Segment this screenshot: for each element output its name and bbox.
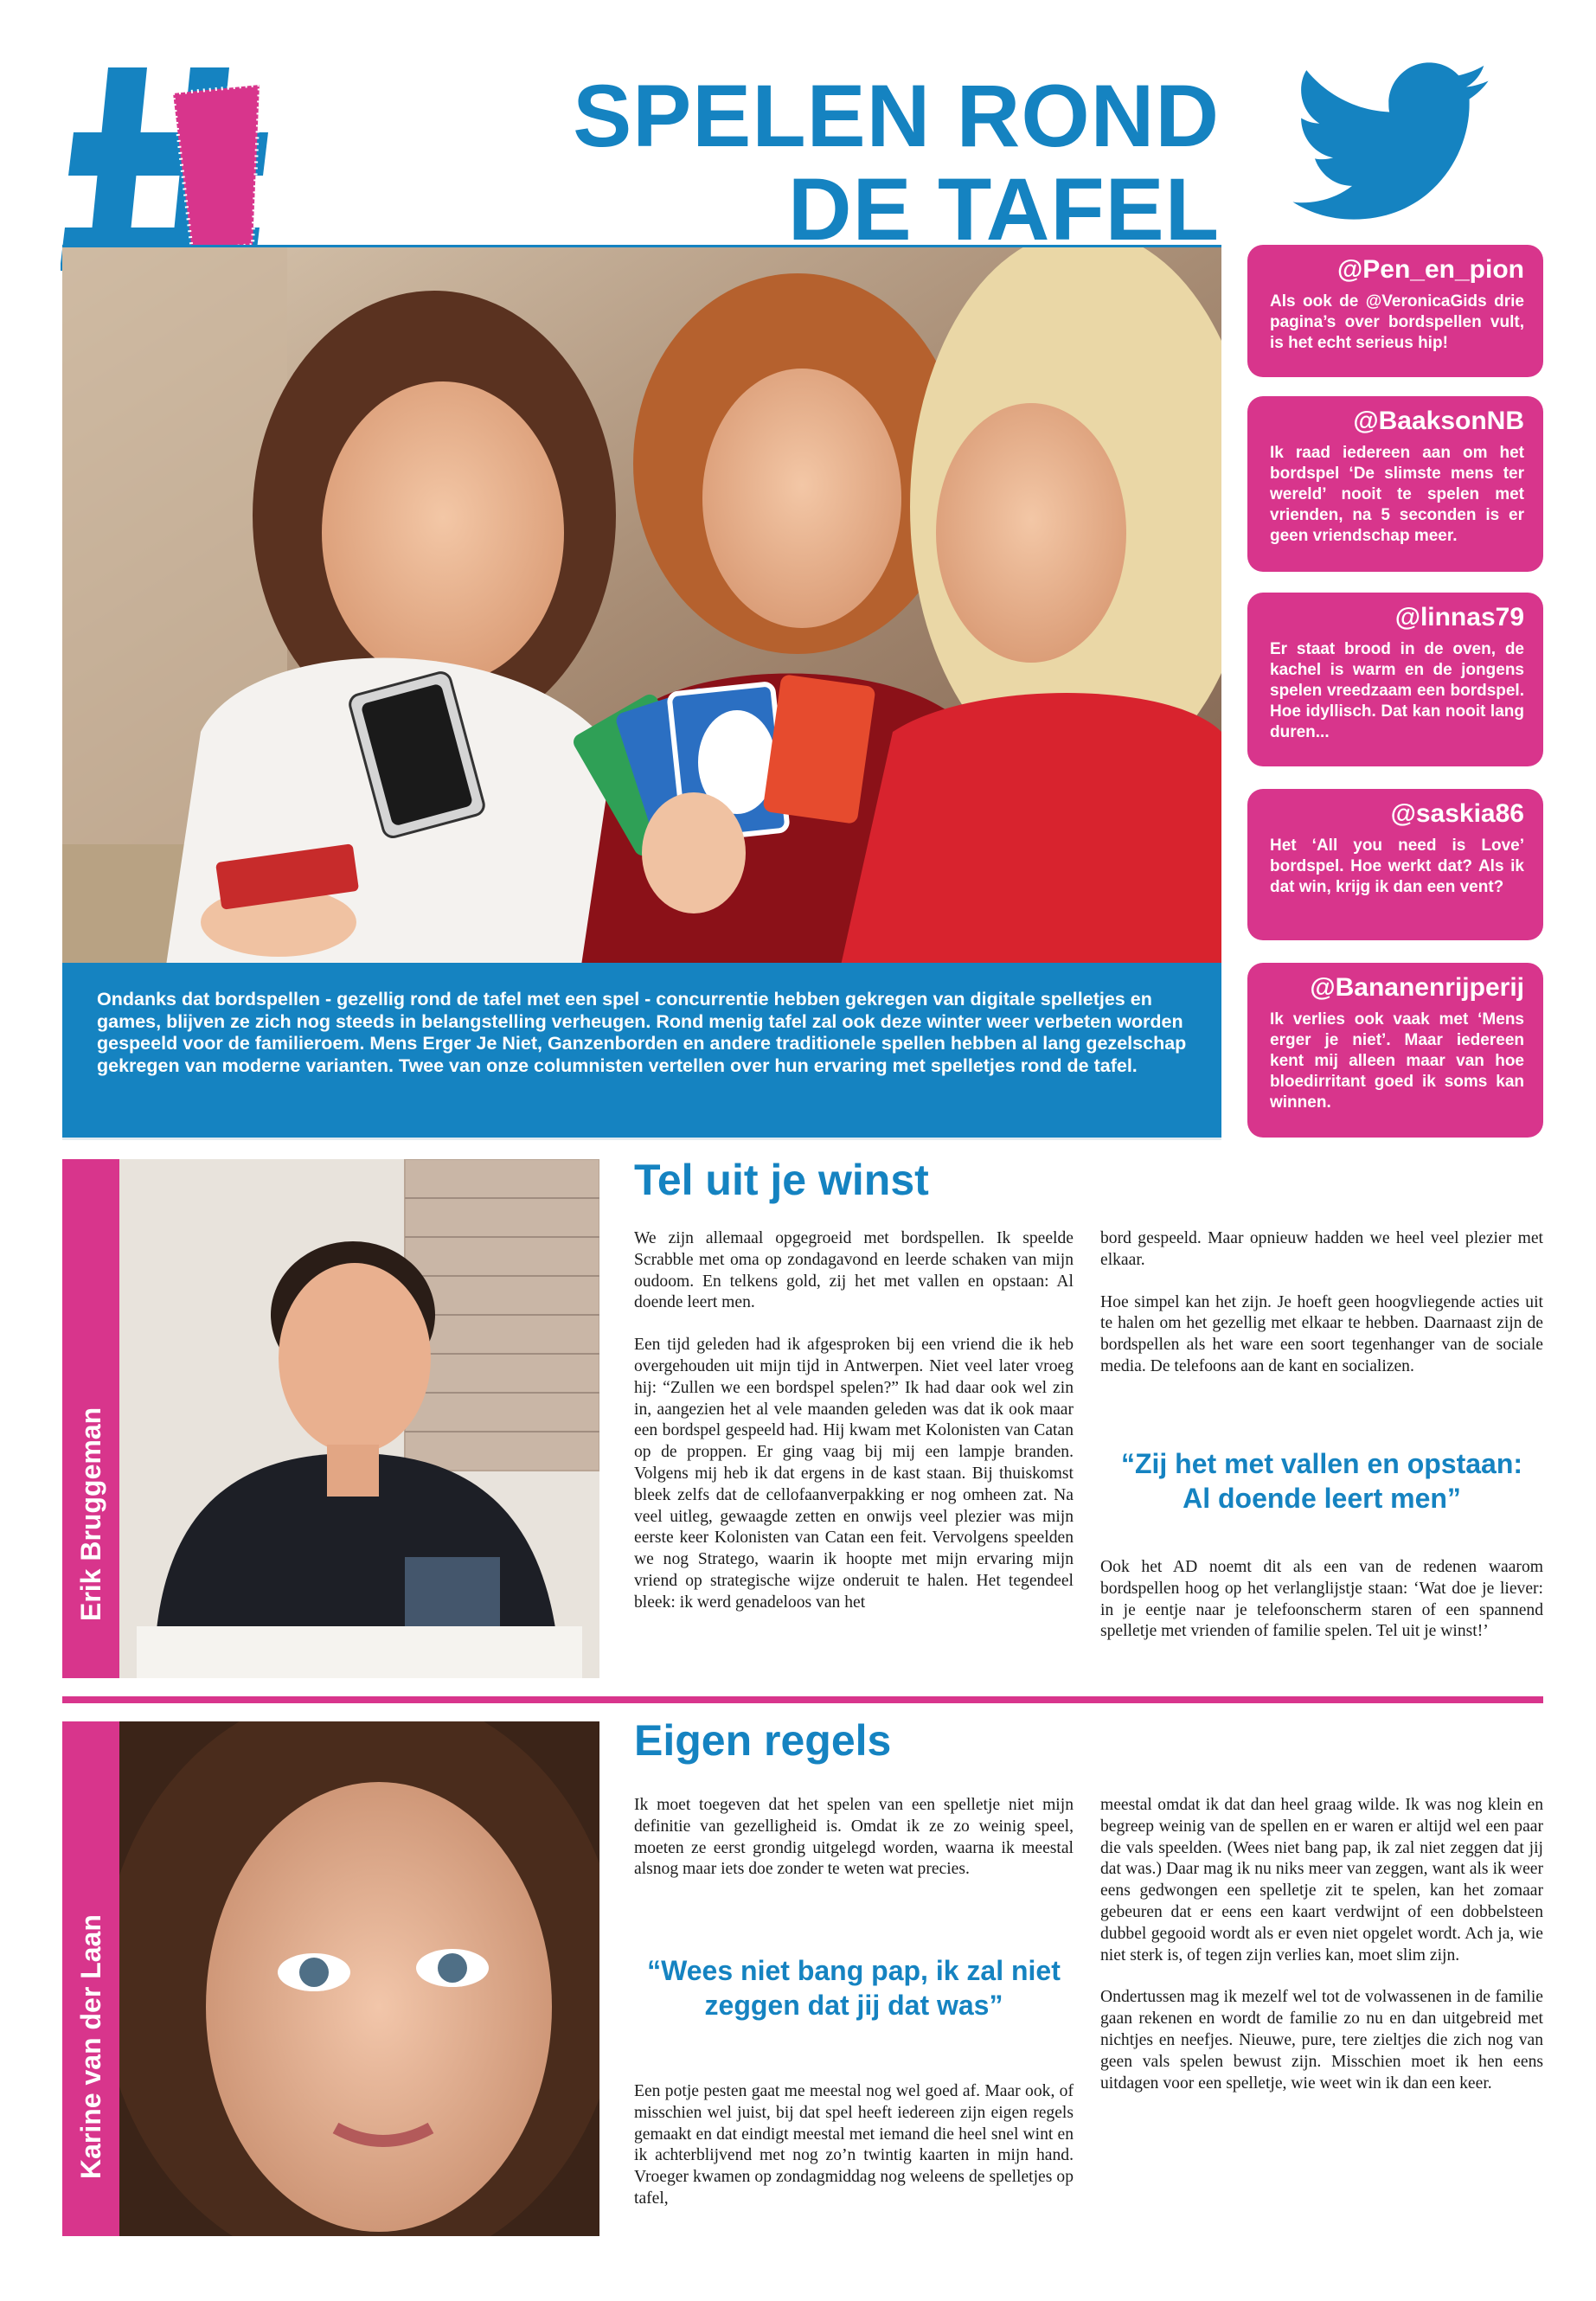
tweet-card xyxy=(1247,789,1543,940)
intro-text: Ondanks dat bordspellen - gezellig rond de tafel met een spel - concurrentie hebben gekregen van digitale spelletjes en games, blijven ze zich nog steeds in belangstelling verheugen. Rond menig tafel zal ook deze winter weer verbeten worden gespeeld voor de familieroem. Mens Erger Je Niet, Ganzenborden en andere traditionele spellen hebben al lang gezelschap gekregen van moderne varianten. Twee van onze columnisten vertellen over hun ervaring met spelletjes rond de tafel. xyxy=(62,963,1221,1140)
paragraph: Ook het AD noemt dit als een van de redenen waarom bordspellen hoog op het verlanglijstje staan: ‘Wat doe je liever: in je eentje naar je telefoonscherm staren of een spannend spelletje met vrienden of familie spelen. Tel uit je winst!’ xyxy=(1100,1558,1543,1641)
paragraph: Ik moet toegeven dat het spelen van een spelletje niet mijn definitie van gezelligheid is. Omdat ik ze zo weinig speel, moeten ze eerst grondig uitgelegd worden, waarna ik meestal alsnog maar iets doe zonder te weten wat precies. xyxy=(634,1796,1074,1879)
columnist-photo-erik xyxy=(119,1159,599,1678)
author-label xyxy=(62,1721,119,2236)
column1-right-bottom-text xyxy=(1100,1557,1543,1663)
paragraph: Hoe simpel kan het zijn. Je hoeft geen hoogvliegende acties uit te halen om het gezellig met elkaar te hebben. Daarnaast zijn de bordspellen als het ware een soort tegenhanger van de sociale media. De telefoons aan de kant en socializen. xyxy=(1100,1292,1543,1375)
quote-line: “Zij het met vallen en opstaan: xyxy=(1120,1448,1523,1479)
paragraph: We zijn allemaal opgegroeid met bordspellen. Ik speelde Scrabble met oma op zondagavond en leerde schaken van mijn oudoom. En telkens gold, zij het met vallen en opstaan: Al doende leert men. xyxy=(634,1229,1074,1312)
twitter-bird-icon xyxy=(1280,61,1497,234)
column2-left-top-text xyxy=(634,1795,1074,1901)
paragraph: bord gespeeld. Maar opnieuw hadden we heel veel plezier met elkaar. xyxy=(1100,1229,1543,1269)
paragraph: Een potje pesten gaat me meestal nog wel goed af. Maar ook, of misschien wel juist, bij dat spel heeft iedereen zijn eigen regels gemaakt en dat eindigt meestal met iemand die heel snel wint en ik achterblijvend met nog zo’n twintig kaarten in mijn hand. Vroeger kwamen op zondagmiddag nog weleens de spelletjes op tafel, xyxy=(634,2082,1074,2208)
quote-line: zeggen dat jij dat was” xyxy=(704,1990,1003,2021)
column2-right-text xyxy=(1100,1795,1543,2115)
column1-title: Tel uit je winst xyxy=(634,1156,929,1204)
hero-photo xyxy=(62,245,1221,963)
tweet-card xyxy=(1247,396,1543,572)
tweet-handle[interactable]: @BaaksonNB xyxy=(1353,407,1524,435)
tweet-text: Ik raad iedereen aan om het bordspel ‘De slimste mens ter wereld’ nooit te spelen met vrienden, na 5 seconden is er geen vriendschap meer. xyxy=(1270,444,1524,545)
author-name: Karine van der Laan xyxy=(75,1914,106,2179)
tweet-text: Er staat brood in de oven, de kachel is warm en de jongens spelen vreedzaam een bordspel. Hoe idyllisch. Dat kan nooit lang duren... xyxy=(1270,640,1524,741)
tweet-handle[interactable]: @Pen_en_pion xyxy=(1337,255,1524,284)
quote-line: “Wees niet bang pap, ik zal niet xyxy=(647,1955,1061,1986)
section-divider xyxy=(62,1696,1543,1703)
page-title-line2: DE TAFEL xyxy=(787,160,1220,259)
columnist-photo-karine xyxy=(119,1721,599,2236)
column2-left-bottom-text xyxy=(634,2081,1074,2231)
tweet-card xyxy=(1247,245,1543,377)
pull-quote xyxy=(634,1953,1074,2022)
author-label xyxy=(62,1159,119,1678)
paragraph: Ondertussen mag ik mezelf wel tot de volwassenen in de familie gaan rekenen en wordt de familie zo nu en dan uitgebreid met nichtjes en neefjes. Nieuwe, pure, tere zieltjes die zich nog van geen vals spelen bewust zijn. Misschien moet ik hen eens uitdagen voor een spelletje, wie weet win ik dan een keer. xyxy=(1100,1988,1543,2093)
quote-line: Al doende leert men” xyxy=(1183,1483,1461,1514)
tweet-card xyxy=(1247,963,1543,1138)
pull-quote xyxy=(1100,1446,1543,1516)
column1-left-text xyxy=(634,1228,1074,1635)
page-title-line1: SPELEN ROND xyxy=(573,67,1220,165)
column2-title: Eigen regels xyxy=(634,1716,892,1765)
tweet-card xyxy=(1247,593,1543,766)
tweet-text: Als ook de @VeronicaGids drie pagina’s over bordspellen vult, is het echt serieus hip! xyxy=(1270,292,1524,352)
column1-right-top-text xyxy=(1100,1228,1543,1399)
tweet-text: Ik verlies ook vaak met ‘Mens erger je niet’. Maar iedereen kent mij alleen maar van hoe bloedirritant goed ik soms kan winnen. xyxy=(1270,1010,1524,1112)
author-name: Erik Bruggeman xyxy=(75,1407,106,1621)
tweet-handle[interactable]: @saskia86 xyxy=(1390,799,1524,828)
three-women-playing-cards-photo xyxy=(62,247,1221,963)
paragraph: Een tijd geleden had ik afgesproken bij een vriend die ik heb overgehouden uit mijn tijd in Antwerpen. Niet veel later vroeg hij: “Zullen we een bordspel spelen?” Ik had daar ook wel zin in, aangezien het al vele maanden geleden was dat ik ook maar een bordspel gespeeld had. Hij kwam met Kolonisten van Catan op de proppen. Er ging vaag bij mij een lampje branden. Volgens mij heb ik dat ergens in de kast staan. Bij thuiskomst bleek zelfs dat de cellofaanverpakking er nog omheen zat. Na veel uitleg, gewaagde zetten en onwijs veel plezier was mijn eerste keer Kolonisten van Catan een feit. Vervolgens speelden we nog Stratego, waarin ik hoopte met mijn ervaring mijn vriend op strategische wijze onderuit te halen. Het tegendeel bleek: ik werd genadeloos van het xyxy=(634,1336,1074,1612)
tweet-text: Het ‘All you need is Love’ bordspel. Hoe werkt dat? Als ik dat win, krijg ik dan een vent? xyxy=(1270,836,1524,896)
tweet-handle[interactable]: @Bananenrijperij xyxy=(1310,973,1524,1002)
paragraph: meestal omdat ik dat dan heel graag wilde. Ik was nog klein en begreep weinig van de spellen en er waren er altijd wel een paar die vals speelden. (Wees niet bang pap, ik zal niet zeggen dat jij dat was.) Daar mag ik nu niks meer van zeggen, want als ik weer eens gedwongen een spelletje zit te spelen, kan het zomaar gebeuren dat er eens een kaart verdwijnt of een dobbelsteen dubbel gegooid wordt als er even niet opgelet wordt. Ach ja, wie niet sterk is, of tegen zijn verlies kan, moet slim zijn. xyxy=(1100,1796,1543,1965)
tweet-handle[interactable]: @linnas79 xyxy=(1394,603,1524,631)
